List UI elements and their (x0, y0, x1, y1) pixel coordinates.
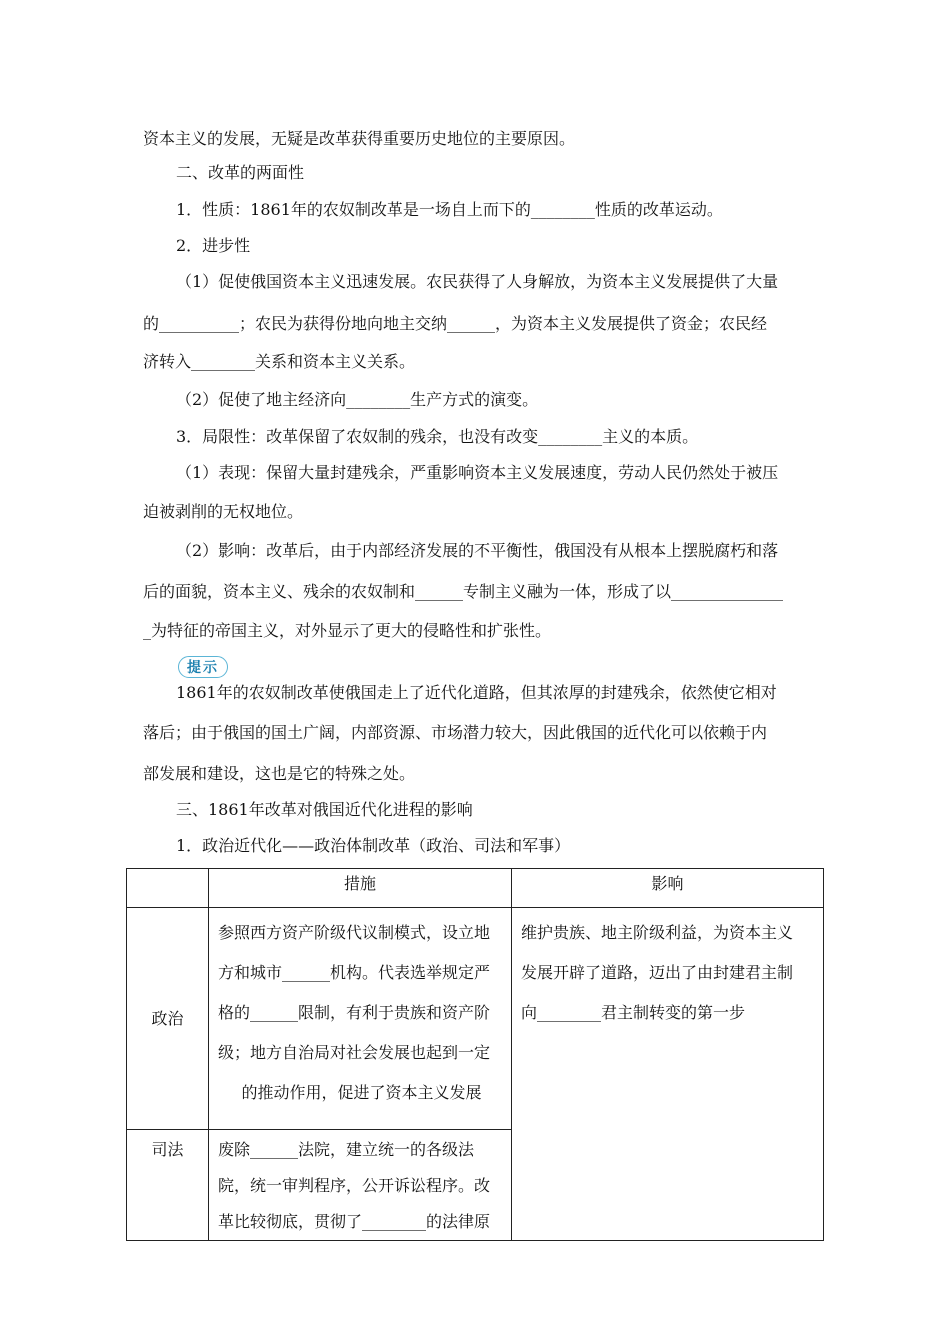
cell-line: 革比较彻底，贯彻了________的法律原 (218, 1212, 491, 1231)
paragraph: 1．性质：1861年的农奴制改革是一场自上而下的________性质的改革运动。 (176, 200, 723, 219)
paragraph: 后的面貌，资本主义、残余的农奴制和______专制主义融为一体，形成了以______________ (143, 582, 784, 601)
cell-line: 废除______法院，建立统一的各级法 (218, 1140, 475, 1159)
paragraph: 济转入________关系和资本主义关系。 (143, 352, 416, 371)
paragraph: 的__________；农民为获得份地向地主交纳______，为资本主义发展提供了资金；农民经 (143, 314, 768, 333)
paragraph: （2）影响：改革后，由于内部经济发展的不平衡性，俄国没有从根本上摆脱腐朽和落 (176, 541, 779, 560)
paragraph: （1）促使俄国资本主义迅速发展。农民获得了人身解放，为资本主义发展提供了大量 (176, 272, 779, 291)
cell-line: 格的______限制，有利于贵族和资产阶 (218, 1003, 491, 1022)
section-heading: 三、1861年改革对俄国近代化进程的影响 (176, 800, 473, 819)
table-header-cell: 影响 (512, 869, 824, 908)
hint-text: 落后；由于俄国的国土广阔，内部资源、市场潜力较大，因此俄国的近代化可以依赖于内 (143, 723, 768, 742)
hint-text: 部发展和建设，这也是它的特殊之处。 (143, 764, 416, 783)
category-cell (127, 908, 209, 1130)
table-header-row (127, 869, 824, 908)
paragraph: （2）促使了地主经济向________生产方式的演变。 (176, 390, 539, 409)
cell-line: 院，统一审判程序，公开诉讼程序。改 (218, 1176, 491, 1195)
measures-cell (209, 908, 512, 1130)
paragraph: 2．进步性 (176, 236, 251, 255)
cell-line: 维护贵族、地主阶级利益，为资本主义 (521, 923, 794, 942)
impact-cell (512, 908, 824, 1241)
section-heading: 二、改革的两面性 (176, 163, 305, 182)
subsection-heading: 1．政治近代化——政治体制改革（政治、司法和军事） (176, 836, 571, 855)
table-header-cell: 措施 (209, 869, 512, 908)
cell-line: 的推动作用，促进了资本主义发展 (241, 1083, 482, 1102)
cell-line: 发展开辟了道路，迈出了由封建君主制 (521, 963, 794, 982)
paragraph: _为特征的帝国主义，对外显示了更大的侵略性和扩张性。 (143, 621, 552, 640)
table-row (127, 908, 824, 1130)
table-header-cell (127, 869, 209, 908)
cell-line: 方和城市______机构。代表选举规定严 (218, 963, 491, 982)
paragraph: 资本主义的发展，无疑是改革获得重要历史地位的主要原因。 (143, 129, 576, 148)
paragraph: （1）表现：保留大量封建残余，严重影响资本主义发展速度，劳动人民仍然处于被压 (176, 463, 779, 482)
hint-badge: 提示 (178, 656, 228, 678)
cell-line: 向________君主制转变的第一步 (521, 1003, 746, 1022)
cell-line: 参照西方资产阶级代议制模式，设立地 (218, 923, 491, 942)
category-label: 政治 (151, 1008, 184, 1028)
category-cell (127, 1130, 209, 1241)
cell-line: 级；地方自治局对社会发展也起到一定 (218, 1043, 491, 1062)
paragraph: 3．局限性：改革保留了农奴制的残余，也没有改变________主义的本质。 (176, 427, 699, 446)
paragraph: 迫被剥削的无权地位。 (143, 502, 304, 521)
reform-table (126, 868, 824, 1241)
category-label: 司法 (151, 1140, 184, 1159)
hint-text: 1861年的农奴制改革使俄国走上了近代化道路，但其浓厚的封建残余，依然使它相对 (176, 683, 777, 702)
measures-cell (209, 1130, 512, 1241)
